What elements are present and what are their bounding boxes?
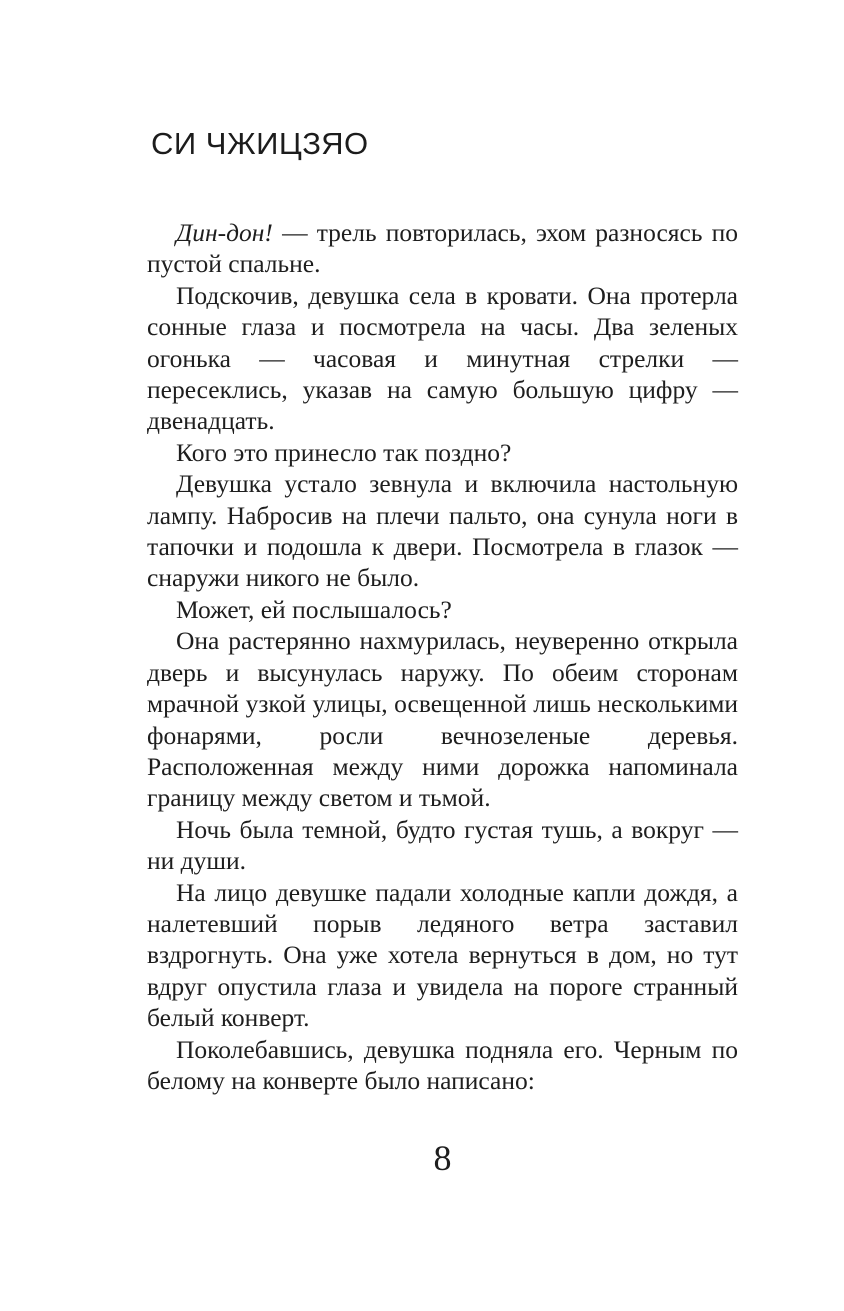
paragraph: Девушка устало зевнула и включила настольную лампу. Набросив на плечи пальто, она сунула ноги в тапочки и подошла к двери. Посмотрела в глазок — снаружи никого не было. xyxy=(147,469,738,593)
paragraph-italic-lead: Дин-дон! xyxy=(176,218,273,247)
paragraph: Поколебавшись, девушка подняла его. Черным по белому на конверте было написано: xyxy=(147,1034,738,1095)
page-number: 8 xyxy=(433,1138,452,1178)
paragraph: Кого это принесло так поздно? xyxy=(176,437,512,467)
paragraph: Она растерянно нахмурилась, неуверенно открыла дверь и высунулась наружу. По обеим сторонам мрачной узкой улицы, освещенной лишь несколькими фонарями, росли вечнозеленые деревья. Расположенная между ними дорожка напоминала границу между светом и тьмой. xyxy=(147,626,738,813)
body-text xyxy=(147,217,738,1096)
paragraph: Подскочив, девушка села в кровати. Она протерла сонные глаза и посмотрела на часы. Два зеленых огонька — часовая и минутная стрелки — пересеклись, указав на самую большую цифру — двенадцать. xyxy=(147,280,738,436)
paragraph: На лицо девушке падали холодные капли дождя, а налетевший порыв ледяного ветра заставил вздрогнуть. Она уже хотела вернуться в дом, но тут вдруг опустила глаза и увидела на пороге странный белый конверт. xyxy=(147,877,738,1033)
paragraph: Дин-дон! — трель повторилась, эхом разносясь по пустой спальне. xyxy=(147,218,738,279)
paragraph: Ночь была темной, будто густая тушь, а вокруг — ни души. xyxy=(147,814,738,876)
paragraph: Может, ей послышалось? xyxy=(176,594,452,624)
running-header-author: СИ ЧЖИЦЗЯО xyxy=(151,126,369,161)
